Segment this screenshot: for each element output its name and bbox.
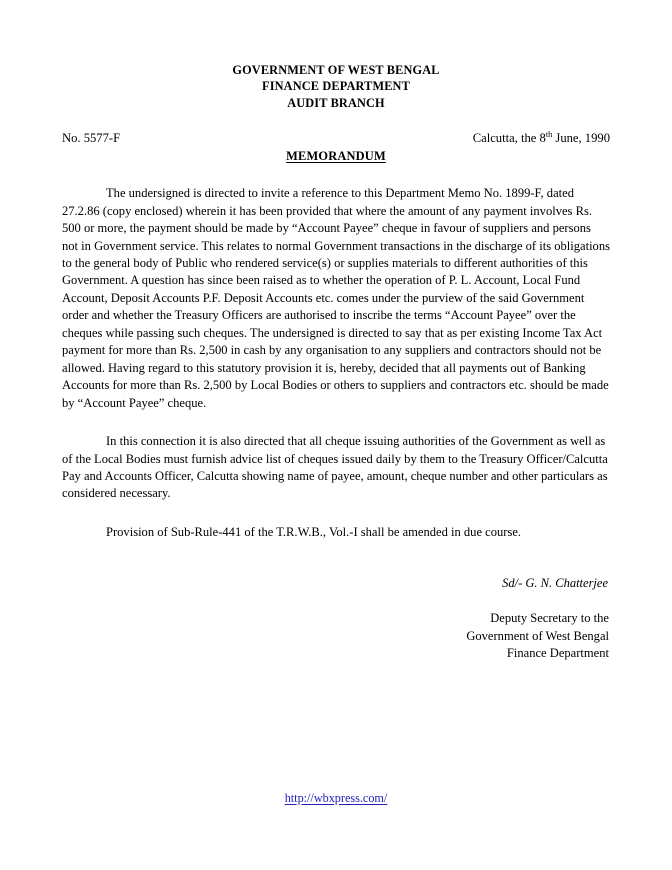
memo-number: No. 5577-F (62, 131, 121, 146)
letterhead-line-branch: AUDIT BRANCH (287, 95, 385, 110)
footer (0, 789, 672, 807)
date-ordinal-suffix: th (545, 130, 553, 140)
letterhead-line-department: FINANCE DEPARTMENT (262, 79, 410, 94)
memo-place-date-prefix: Calcutta, the 8 (472, 131, 546, 146)
signatory-name: Sd/- G. N. Chatterjee (502, 576, 608, 591)
designation-line-3: Finance Department (506, 646, 609, 661)
letterhead-line-government: GOVERNMENT OF WEST BENGAL (232, 63, 440, 77)
memo-place-date (473, 130, 610, 147)
body-paragraph-2: In this connection it is also directed that all cheque issuing authorities of the Government as well as of the Local Bodies must furnish advice list of cheques issued daily by them to the Treasury Officer/Calcutta Pay and Accounts Officer, Calcutta showing name of payee, amount, cheque number and other particulars as considered necessary. (62, 434, 608, 501)
signatory-designation (62, 610, 610, 662)
footer-source-link[interactable]: http://wbxpress.com/ (284, 791, 388, 805)
designation-line-1: Deputy Secretary to the (490, 611, 609, 626)
body-paragraph-1: The undersigned is directed to invite a reference to this Department Memo No. 1899-F, dated 27.2.86 (copy enclosed) wherein it has been provided that where the amount of any payment involves Rs. 500 or more, the payment should be made by “Account Payee” cheque in favour of suppliers and persons not in Government service. This relates to normal Government transactions in the discharge of its obligations to the general body of Public who rendered service(s) or supplies materials to different authorities of this Government. A question has since been raised as to whether the operation of P. L. Account, Local Fund Account, Deposit Accounts P.F. Deposit Accounts etc. comes under the purview of the said Government order and whether the Treasury Officers are authorised to inscribe the terms “Account Payee” over the cheques while passing such cheques. The undersigned is directed to say that as per existing Income Tax Act payment for more than Rs. 2,500 in cash by any organisation to any suppliers and contractors should not be allowed. Having regard to this statutory provision it is, hereby, decided that all payments out of Banking Accounts for more than Rs. 2,500 by Local Bodies or others to suppliers and contractors etc. should be made by “Account Payee” cheque. (62, 186, 610, 410)
letterhead (62, 0, 610, 111)
memorandum-title (62, 148, 610, 165)
body-paragraph-3: Provision of Sub-Rule-441 of the T.R.W.B., Vol.-I shall be amended in due course. (106, 524, 522, 539)
memo-place-date-suffix: June, 1990 (552, 131, 610, 146)
document-content (62, 0, 610, 663)
memo-header-row (62, 130, 610, 147)
memorandum-title-text: MEMORANDUM (286, 149, 386, 164)
designation-line-2: Government of West Bengal (466, 628, 609, 643)
